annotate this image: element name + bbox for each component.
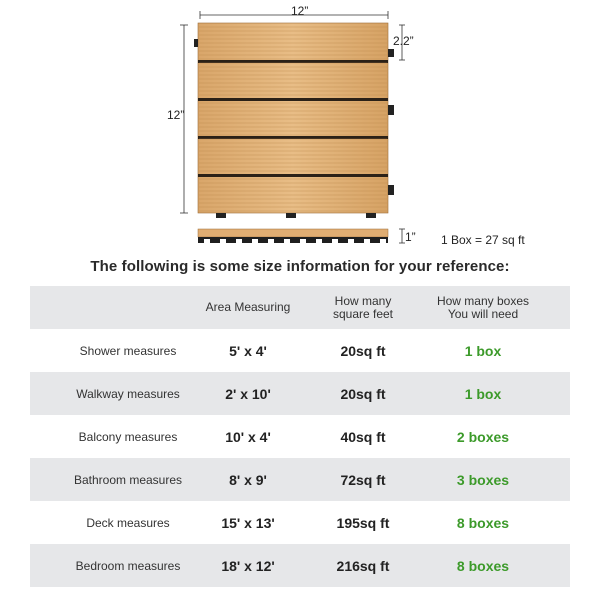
size-reference-table: [30, 286, 570, 587]
table-row: [30, 329, 570, 372]
tile-side-view: [198, 229, 388, 243]
boxes-cell: 1 box: [464, 342, 502, 359]
header-square-feet: How many square feet: [332, 293, 394, 321]
boxes-cell: 3 boxes: [456, 471, 510, 488]
area-cell: Shower measures: [79, 343, 177, 358]
measure-cell: 8' x 9': [229, 471, 267, 488]
boxes-cell: 2 boxes: [456, 428, 510, 445]
tile-top-view: [194, 23, 394, 218]
width-label: 12”: [291, 4, 309, 18]
sqft-cell: 20sq ft: [340, 385, 386, 402]
height-label: 12”: [167, 108, 185, 122]
table-row: [30, 544, 570, 587]
header-boxes-needed: How many boxes You will need: [436, 293, 530, 321]
table-header-row: [30, 286, 570, 329]
table-row: [30, 372, 570, 415]
table-row: [30, 501, 570, 544]
area-cell: Walkway measures: [76, 386, 180, 401]
boxes-cell: 8 boxes: [456, 514, 510, 531]
table-row: [30, 415, 570, 458]
sqft-cell: 40sq ft: [340, 428, 386, 445]
sqft-cell: 216sq ft: [336, 557, 390, 574]
measure-cell: 10' x 4': [225, 428, 271, 445]
measure-cell: 5' x 4': [229, 342, 267, 359]
slat-width-label: 2.2”: [393, 34, 414, 48]
thickness-label: 1”: [405, 230, 416, 244]
measure-cell: 2' x 10': [225, 385, 271, 402]
page-headline: The following is some size information for your reference:: [90, 258, 510, 275]
area-cell: Balcony measures: [78, 429, 178, 444]
measure-cell: 15' x 13': [221, 514, 275, 531]
area-cell: Bedroom measures: [75, 558, 181, 573]
measure-cell: 18' x 12': [221, 557, 275, 574]
area-cell: Deck measures: [86, 515, 170, 530]
box-coverage-label: 1 Box = 27 sq ft: [441, 233, 525, 247]
boxes-cell: 8 boxes: [456, 557, 510, 574]
sqft-cell: 72sq ft: [340, 471, 386, 488]
area-cell: Bathroom measures: [73, 472, 183, 487]
sqft-cell: 195sq ft: [336, 514, 390, 531]
header-area-measuring: Area Measuring: [205, 300, 291, 314]
boxes-cell: 1 box: [464, 385, 502, 402]
table-row: [30, 458, 570, 501]
sqft-cell: 20sq ft: [340, 342, 386, 359]
